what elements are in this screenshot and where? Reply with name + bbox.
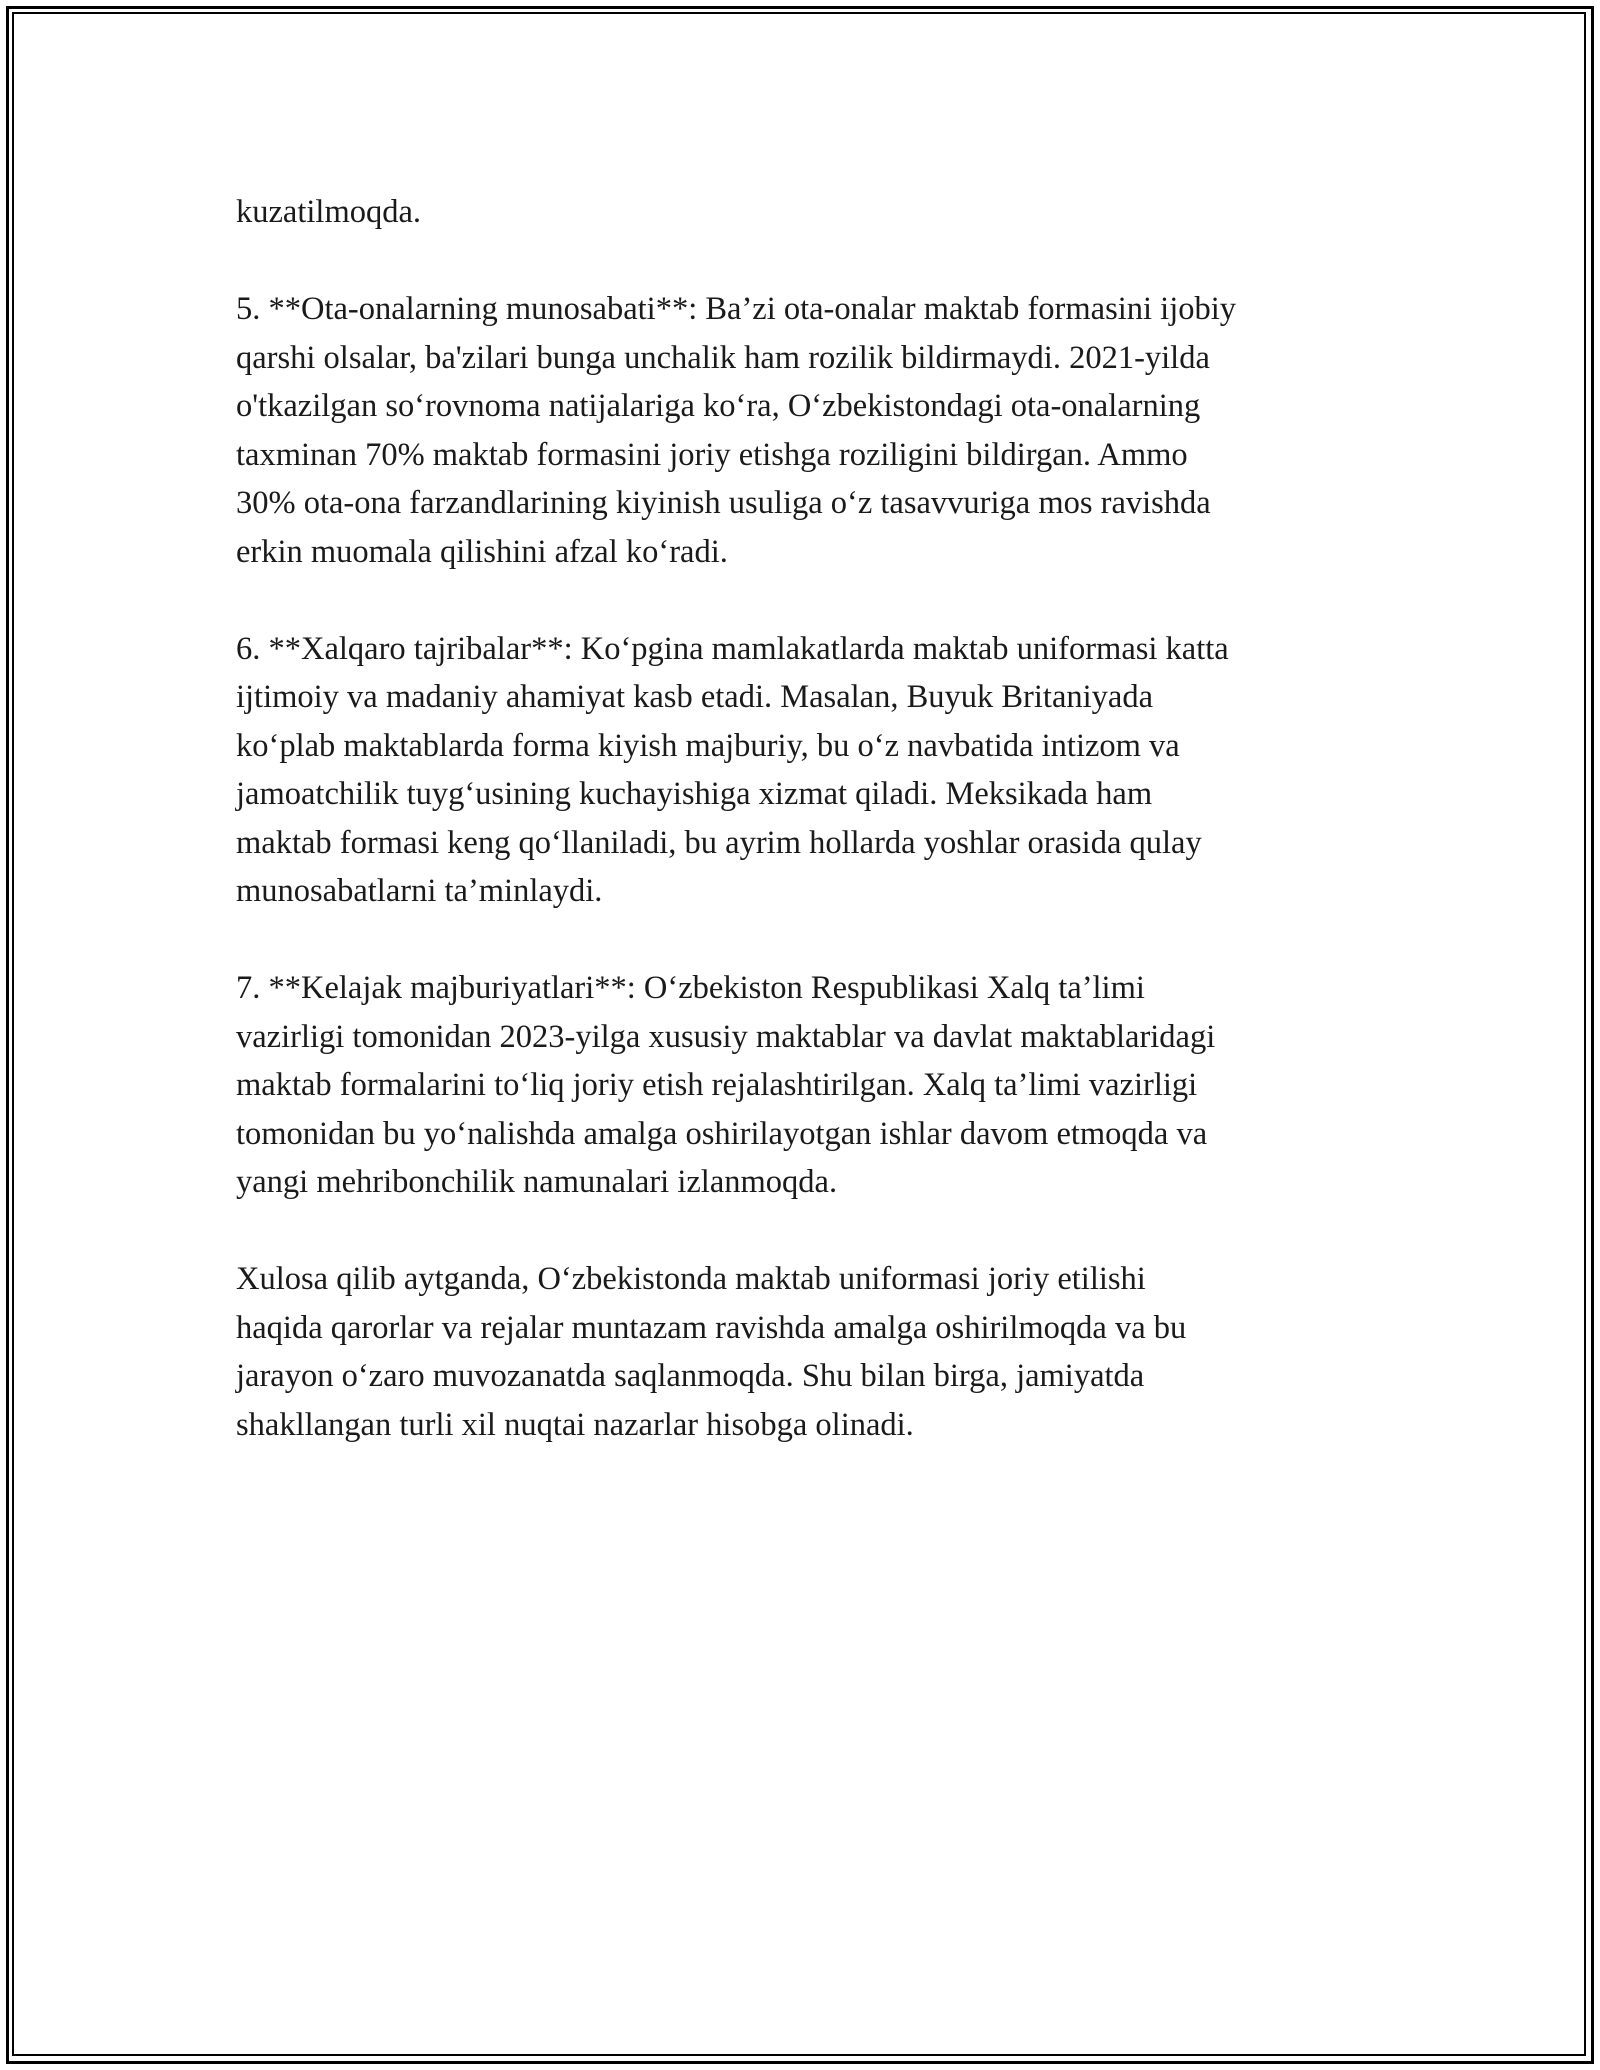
text-line: haqida qarorlar va rejalar muntazam ravishda amalga oshirilmoqda va bu <box>236 1309 1187 1346</box>
text-line: erkin muomala qilishini afzal ko‘radi. <box>236 533 728 570</box>
text-line: 30% ota-ona farzandlarining kiyinish usuliga o‘z tasavvuriga mos ravishda <box>236 485 1211 521</box>
text-line: jarayon o‘zaro muvozanatda saqlanmoqda. Shu bilan birga, jamiyatda <box>236 1358 1145 1394</box>
text-line: 6. **Xalqaro tajribalar**: Ko‘pgina mamlakatlarda maktab uniformasi katta <box>236 630 1229 667</box>
text-line: jamoatchilik tuyg‘usining kuchayishiga xizmat qiladi. Meksikada ham <box>236 776 1153 812</box>
text-line: munosabatlarni ta’minlaydi. <box>236 873 603 909</box>
paragraph-conclusion <box>236 1255 1386 1449</box>
text-line: qarshi olsalar, ba'zilari bunga unchalik ham rozilik bildirmaydi. 2021-yilda <box>236 339 1210 376</box>
text-line: 7. **Kelajak majburiyatlari**: O‘zbekiston Respublikasi Xalq ta’limi <box>236 970 1145 1006</box>
text-line: kuzatilmoqda. <box>236 194 422 230</box>
text-line: maktab formalarini to‘liq joriy etish rejalashtirilgan. Xalq ta’limi vazirligi <box>236 1067 1198 1103</box>
text-line: taxminan 70% maktab formasini joriy etishga roziligini bildirgan. Ammo <box>236 436 1188 473</box>
text-line: o'tkazilgan so‘rovnoma natijalariga ko‘ra, O‘zbekistondagi ota-onalarning <box>236 388 1201 424</box>
text-line: vazirligi tomonidan 2023-yilga xususiy maktablar va davlat maktablaridagi <box>236 1018 1216 1055</box>
paragraph-future-obligations <box>236 964 1386 1207</box>
text-line: tomonidan bu yo‘nalishda amalga oshirilayotgan ishlar davom etmoqda va <box>236 1115 1208 1152</box>
paragraph-parents-attitude <box>236 285 1386 576</box>
text-line: yangi mehribonchilik namunalari izlanmoqda. <box>236 1164 838 1200</box>
text-line: shakllangan turli xil nuqtai nazarlar hisobga olinadi. <box>236 1406 914 1443</box>
text-line: ijtimoiy va madaniy ahamiyat kasb etadi. Masalan, Buyuk Britaniyada <box>236 679 1153 715</box>
text-line: ko‘plab maktablarda forma kiyish majburiy, bu o‘z navbatida intizom va <box>236 727 1180 764</box>
document-body <box>236 188 1386 1449</box>
text-line: Xulosa qilib aytganda, O‘zbekistonda maktab uniformasi joriy etilishi <box>236 1261 1146 1297</box>
text-line: maktab formasi keng qo‘llaniladi, bu ayrim hollarda yoshlar orasida qulay <box>236 824 1202 861</box>
paragraph-continuation <box>236 188 1386 237</box>
paragraph-international-experience <box>236 625 1386 916</box>
text-line: 5. **Ota-onalarning munosabati**: Ba’zi ota-onalar maktab formasini ijobiy <box>236 291 1237 327</box>
